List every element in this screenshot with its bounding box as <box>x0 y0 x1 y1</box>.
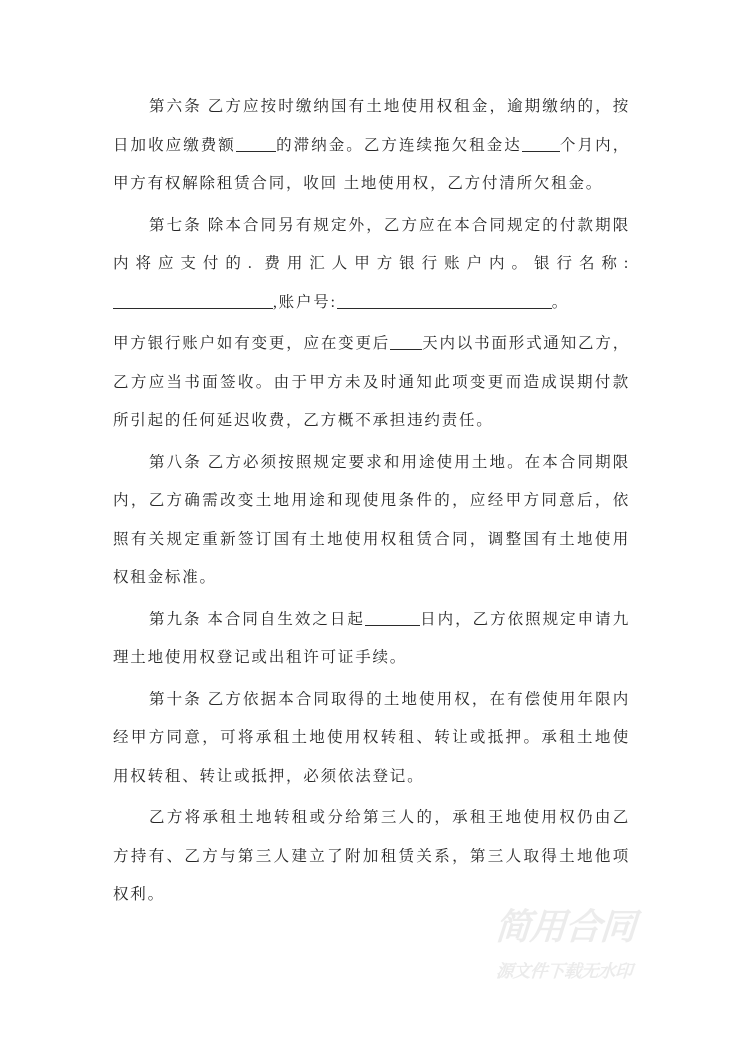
clause-10b-text: 乙方将承租土地转租或分给第三人的，承租王地使用权仍由乙方持有、乙方与第三人建立了附加租赁关系，第三人取得土地他项权利。 <box>113 809 630 903</box>
clause-6-paragraph <box>113 88 630 204</box>
clause-7-text-1: 第七条 除本合同另有规定外，乙方应在本合同规定的付款期限内将应支付的. 费用汇人甲方银行账户内。银行名称: <box>113 216 630 272</box>
clause-7-continuation-paragraph <box>113 325 630 441</box>
clause-9-paragraph <box>113 601 630 678</box>
clause-7-text-3: 。 <box>551 293 569 311</box>
fill-in-blank-bank-name <box>113 294 273 309</box>
clause-7-text-2: ,账户号: <box>273 293 337 311</box>
watermark-title: 简用合同 <box>493 906 637 947</box>
clause-9-text-1: 第九条 本合同自生效之日起 <box>149 610 365 628</box>
clause-7-paragraph <box>113 207 630 323</box>
clause-7b-text-1: 甲方银行账户如有变更，应在变更后 <box>113 335 391 352</box>
fill-in-blank-notice-days <box>390 335 422 350</box>
fill-in-blank-account-number <box>337 294 552 309</box>
fill-in-blank-late-fee-rate <box>236 137 276 152</box>
clause-6-text-1: 第六条 乙方应按时缴纳国有土地使用权租金，逾期缴纳的，按日加收应缴费额 <box>113 98 630 154</box>
clause-10-paragraph <box>113 681 630 797</box>
fill-in-blank-registration-days <box>365 611 420 626</box>
clause-8-paragraph <box>113 444 630 598</box>
watermark <box>491 904 636 982</box>
clause-10-text: 第十条 乙方依据本合同取得的土地使用权，在有偿使用年限内经甲方同意，可将承租土地使用权转租、转让或抵押。承租土地使用权转租、转让或抵押，必须依法登记。 <box>113 690 630 785</box>
fill-in-blank-arrears-months <box>522 137 560 152</box>
clause-9-text-2: 日内，乙方依照规定申请九理土地使用权登记或出租许可证手续。 <box>113 610 630 666</box>
clause-6-text-2: 的滞纳金。乙方连续拖欠租金达 <box>275 136 522 154</box>
clause-10-continuation-paragraph <box>113 799 630 915</box>
watermark-subtitle: 源文件下载无水印 <box>495 961 633 981</box>
clause-6-text-3: 个月内，甲方有权解除租赁合同，收回 土地使用权，乙方付清所欠租金。 <box>113 136 631 192</box>
clause-7b-text-2: 天内以书面形式通知乙方，乙方应当书面签收。由于甲方未及时通知此项变更而造成误期付款所引起的任何延迟收费，乙方概不承担违约责任。 <box>113 335 630 429</box>
clause-8-text: 第八条 乙方必须按照规定要求和用途使用土地。在本合同期限内，乙方确需改变土地用途和现使甩条件的，应经甲方同意后，依照有关规定重新签订国有土地使用权租赁合同，调整国有土地使用权租金标准。 <box>113 453 630 586</box>
